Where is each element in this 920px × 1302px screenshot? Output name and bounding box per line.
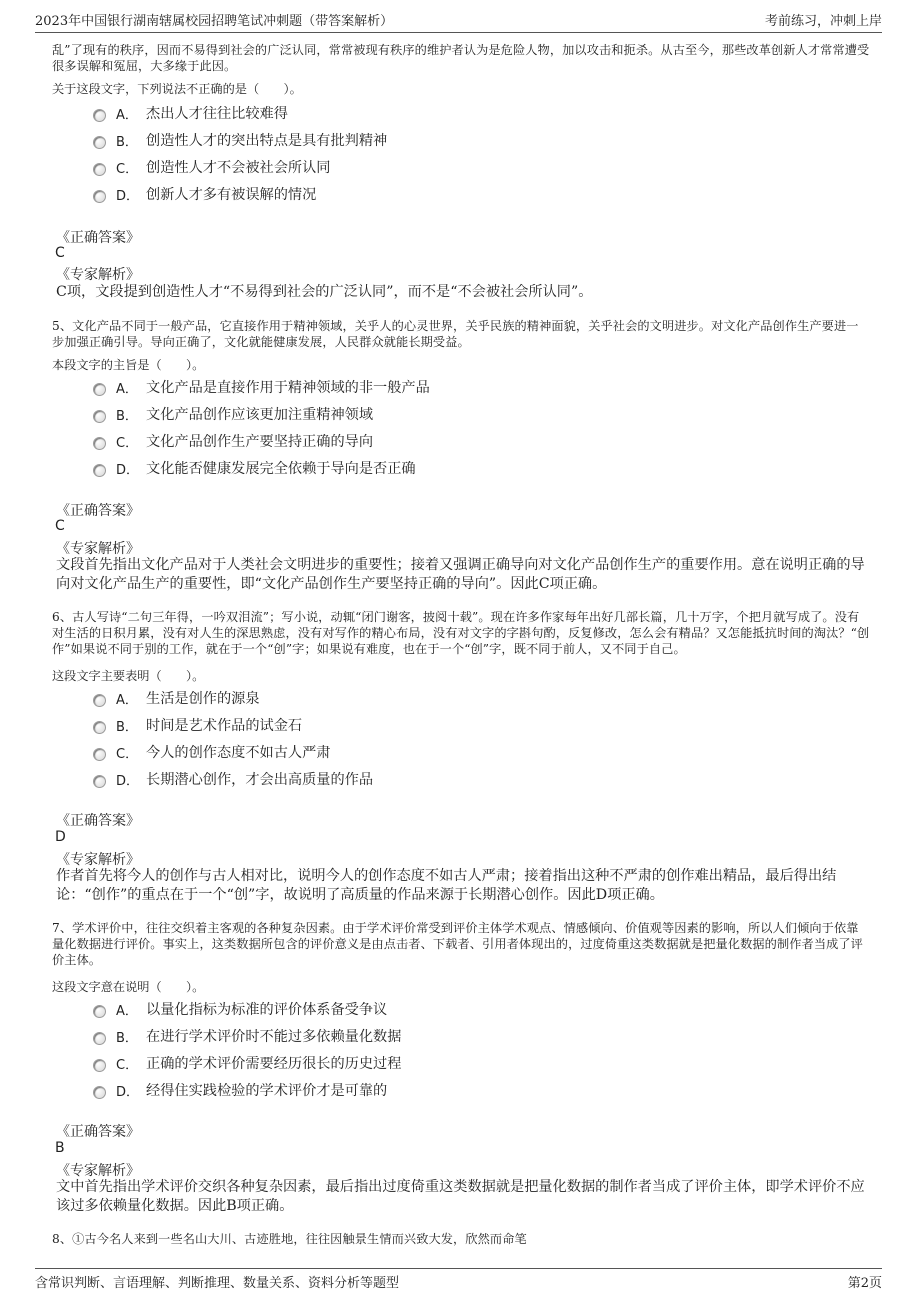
q6-answer: D bbox=[55, 829, 66, 845]
radio-button-icon[interactable] bbox=[93, 1005, 106, 1018]
radio-button-icon[interactable] bbox=[93, 1032, 106, 1045]
q5-option-a[interactable]: A． 文化产品是直接作用于精神领域的非一般产品 bbox=[93, 377, 430, 397]
q6-analysis: 作者首先将今人的创作与古人相对比，说明今人的创作态度不如古人严肃；接着指出这种不严肃的创作难出精品，最后得出结论：“创作”的重点在于一个“创”字，故说明了高质量的作品来源于长期潜心创作。因此D项正确。 bbox=[56, 868, 837, 903]
q6-option-b[interactable]: B． 时间是艺术作品的试金石 bbox=[93, 715, 302, 735]
q4-option-b[interactable]: B． 创造性人才的突出特点是具有批判精神 bbox=[93, 130, 387, 150]
q7-answer-heading: 《正确答案》 bbox=[56, 1124, 140, 1140]
q6-analysis-heading: 《专家解析》 bbox=[56, 852, 140, 868]
q5-option-b[interactable]: B． 文化产品创作应该更加注重精神领域 bbox=[93, 404, 373, 424]
radio-button-icon[interactable] bbox=[93, 163, 106, 176]
radio-button-icon[interactable] bbox=[93, 694, 106, 707]
radio-button-icon[interactable] bbox=[93, 1086, 106, 1099]
page-footer bbox=[35, 1268, 882, 1294]
radio-button-icon[interactable] bbox=[93, 721, 106, 734]
radio-button-icon[interactable] bbox=[93, 437, 106, 450]
q5-option-c[interactable]: C． 文化产品创作生产要坚持正确的导向 bbox=[93, 431, 373, 451]
radio-button-icon[interactable] bbox=[93, 748, 106, 761]
q5-passage: 5、文化产品不同于一般产品，它直接作用于精神领域，关乎人的心灵世界，关乎民族的精神面貌，关乎社会的文明进步。对文化产品创作生产要进一步加强正确引导。导向正确了，文化就能健康发展，人民群众就能长期受益。 bbox=[52, 319, 859, 349]
q6-option-d[interactable]: D． 长期潜心创作，才会出高质量的作品 bbox=[93, 769, 373, 789]
q4-option-a[interactable]: A． 杰出人才往往比较难得 bbox=[93, 103, 288, 123]
q5-answer-heading: 《正确答案》 bbox=[56, 503, 140, 519]
q4-option-d[interactable]: D． 创新人才多有被误解的情况 bbox=[93, 184, 316, 204]
q7-option-c[interactable]: C． 正确的学术评价需要经历很长的历史过程 bbox=[93, 1053, 401, 1073]
q7-option-a[interactable]: A． 以量化指标为标准的评价体系备受争议 bbox=[93, 999, 387, 1019]
page-number: 第2页 bbox=[847, 1276, 882, 1291]
q4-option-c[interactable]: C． 创造性人才不会被社会所认同 bbox=[93, 157, 330, 177]
q5-answer: C bbox=[55, 518, 65, 534]
radio-button-icon[interactable] bbox=[93, 1059, 106, 1072]
q7-option-b[interactable]: B． 在进行学术评价时不能过多依赖量化数据 bbox=[93, 1026, 401, 1046]
q6-passage: 6、古人写诗“二句三年得，一吟双泪流”；写小说，动辄“闭门谢客，披阅十载”。现在许多作家每年出好几部长篇，几十万字，个把月就写成了。没有对生活的日积月累，没有对人生的深思熟虑，没有对写作的精心布局，没有对文字的字斟句酌，反复修改，怎么会有精品？又怎能抵抗时间的淘汰？“创作”如果说不同于别的工作，就在于一个“创”字；如果说有难度，也在于一个“创”字，既不同于前人，又不同于自己。 bbox=[52, 610, 870, 656]
q4-analysis-heading: 《专家解析》 bbox=[56, 267, 140, 283]
q7-option-d[interactable]: D． 经得住实践检验的学术评价才是可靠的 bbox=[93, 1080, 387, 1100]
q7-analysis-heading: 《专家解析》 bbox=[56, 1163, 140, 1179]
q7-analysis: 文中首先指出学术评价交织各种复杂因素，最后指出过度倚重这类数据就是把量化数据的制作者当成了评价主体，即学术评价不应该过多依赖量化数据。因此B项正确。 bbox=[56, 1179, 865, 1214]
radio-button-icon[interactable] bbox=[93, 464, 106, 477]
q6-option-c[interactable]: C． 今人的创作态度不如古人严肃 bbox=[93, 742, 330, 762]
radio-button-icon[interactable] bbox=[93, 109, 106, 122]
radio-button-icon[interactable] bbox=[93, 410, 106, 423]
q4-passage: 乱”了现有的秩序，因而不易得到社会的广泛认同，常常被现有秩序的维护者认为是危险人物，加以攻击和扼杀。从古至今，那些改革创新人才常常遭受很多误解和冤屈，大多缘于此因。 bbox=[52, 43, 870, 73]
page-header bbox=[35, 10, 882, 33]
q4-answer: C bbox=[55, 245, 65, 261]
radio-button-icon[interactable] bbox=[93, 136, 106, 149]
radio-button-icon[interactable] bbox=[93, 190, 106, 203]
q6-answer-heading: 《正确答案》 bbox=[56, 813, 140, 829]
q5-analysis: 文段首先指出文化产品对于人类社会文明进步的重要性；接着又强调正确导向对文化产品创作生产的重要作用。意在说明正确的导向对文化产品生产的重要性，即“文化产品创作生产要坚持正确的导向”。因此C项正确。 bbox=[56, 557, 865, 592]
header-slogan: 考前练习，冲刺上岸 bbox=[764, 14, 882, 29]
document-title: 2023年中国银行湖南辖属校园招聘笔试冲刺题（带答案解析） bbox=[35, 14, 394, 29]
q6-question: 这段文字主要表明（ ）。 bbox=[52, 669, 205, 683]
q4-analysis: C项，文段提到创造性人才“不易得到社会的广泛认同”，而不是“不会被社会所认同”。 bbox=[56, 284, 593, 300]
q6-option-a[interactable]: A． 生活是创作的源泉 bbox=[93, 688, 260, 708]
q7-answer: B bbox=[55, 1140, 65, 1156]
q7-question: 这段文字意在说明（ ）。 bbox=[52, 980, 205, 994]
q5-analysis-heading: 《专家解析》 bbox=[56, 541, 140, 557]
q7-passage: 7、学术评价中，往往交织着主客观的各种复杂因素。由于学术评价常受到评价主体学术观点、情感倾向、价值观等因素的影响，所以人们倾向于依靠量化数据进行评价。事实上，这类数据所包含的评价意义是由点击者、下载者、引用者体现出的，过度倚重这类数据就是把量化数据的制作者当成了评价主体。 bbox=[52, 921, 863, 967]
radio-button-icon[interactable] bbox=[93, 383, 106, 396]
q4-question: 关于这段文字，下列说法不正确的是（ ）。 bbox=[52, 82, 302, 96]
q8-passage: 8、①古今名人来到一些名山大川、古迹胜地，往往因触景生情而兴致大发，欣然而命笔 bbox=[52, 1232, 527, 1246]
radio-button-icon[interactable] bbox=[93, 775, 106, 788]
q4-answer-heading: 《正确答案》 bbox=[56, 230, 140, 246]
footer-topics: 含常识判断、言语理解、判断推理、数量关系、资料分析等题型 bbox=[35, 1276, 400, 1291]
q5-option-d[interactable]: D． 文化能否健康发展完全依赖于导向是否正确 bbox=[93, 458, 416, 478]
q5-question: 本段文字的主旨是（ ）。 bbox=[52, 358, 205, 372]
